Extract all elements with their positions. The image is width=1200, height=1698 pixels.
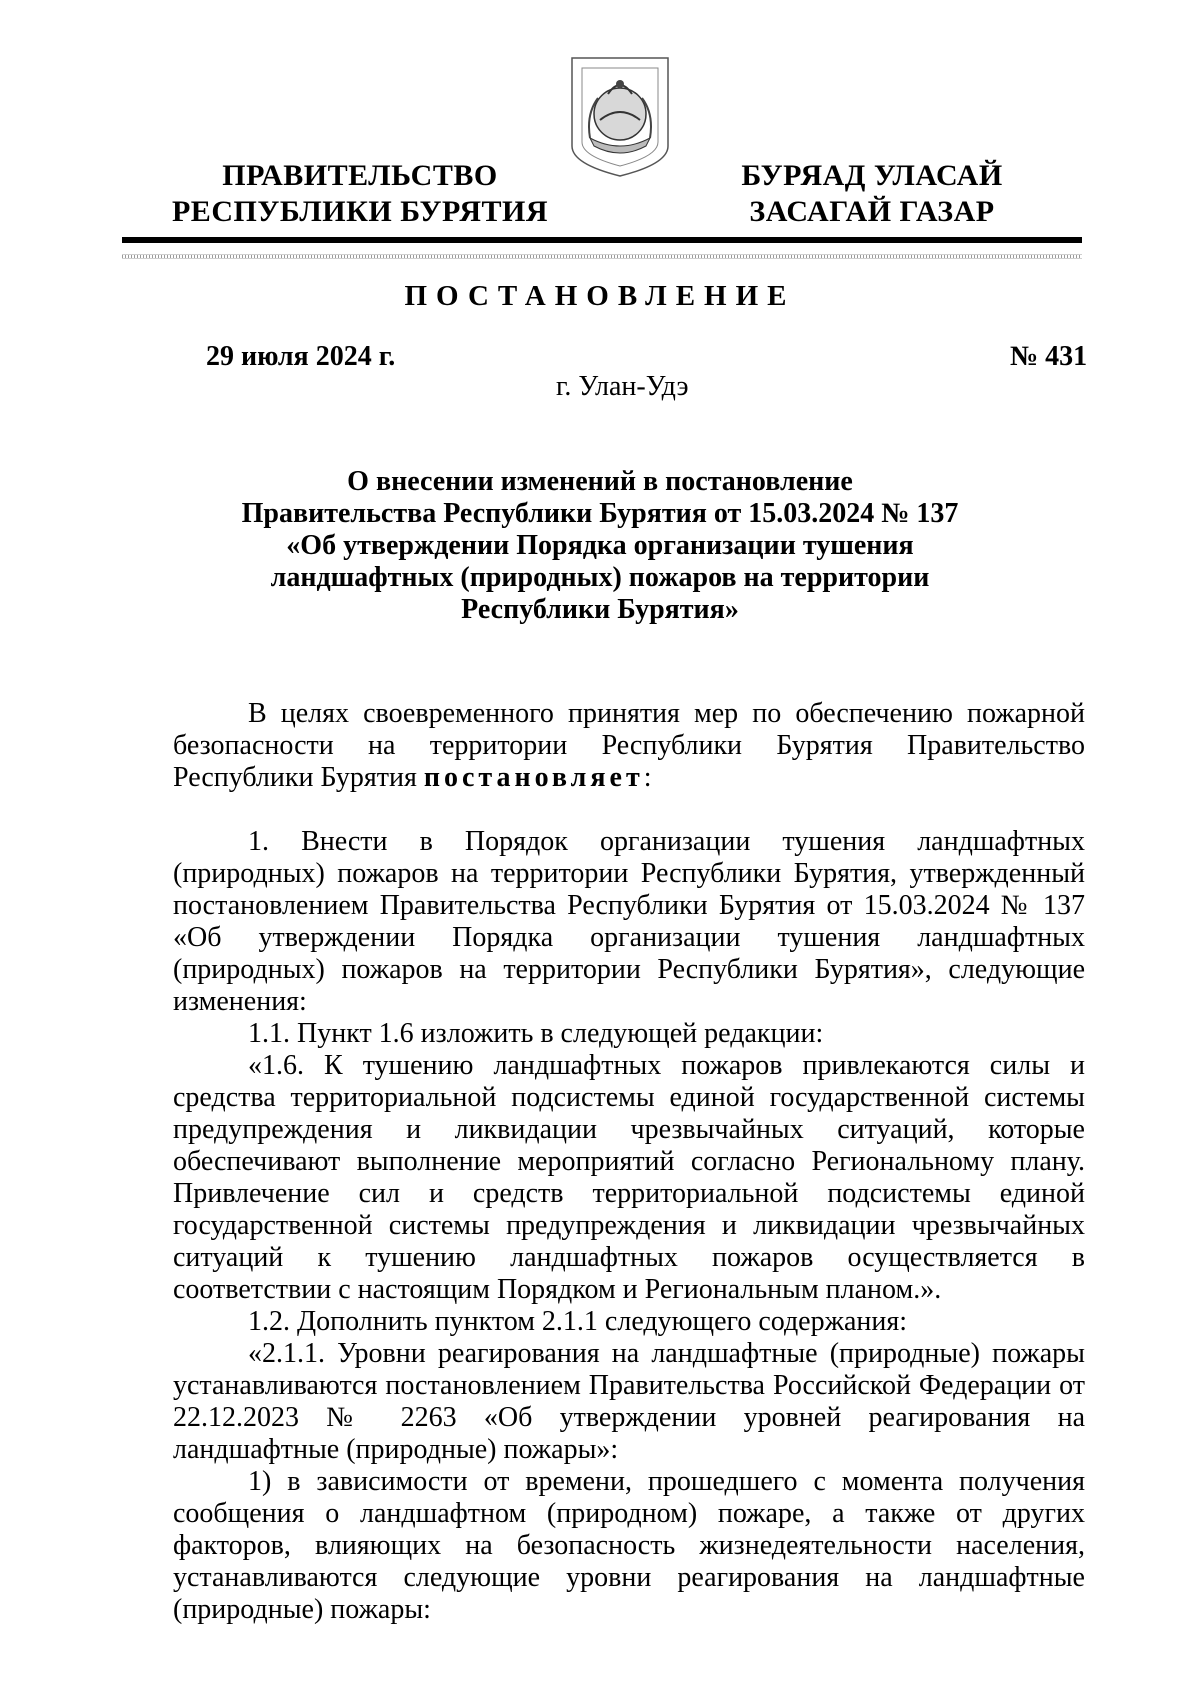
document-title — [130, 466, 1070, 626]
list-item-1: 1) в зависимости от времени, прошедшего с момента получения сообщения о ландшафтном (природном) пожаре, а также от других факторов, влияющих на безопасность жизнедеятельности населения, устанавливаются следующие уровни реагирования на ландшафтные (природные) пожары: — [173, 1466, 1085, 1625]
paragraph-1-1: 1.1. Пункт 1.6 изложить в следующей редакции: — [248, 1018, 824, 1049]
document-body — [173, 698, 1085, 1626]
header-divider-dotted — [122, 254, 1082, 259]
preamble-text: В целях своевременного принятия мер по обеспечению пожарной безопасности на территории Республики Бурятия Правительство Республики Бурятия — [173, 698, 1085, 793]
header-divider-thick — [122, 237, 1082, 243]
preamble-paragraph — [173, 698, 1085, 794]
org-line: БУРЯАД УЛАСАЙ — [741, 159, 1003, 192]
paragraph-1-2: 1.2. Дополнить пунктом 2.1.1 следующего содержания: — [248, 1306, 908, 1337]
title-line: Правительства Республики Бурятия от 15.03.2024 № 137 — [241, 498, 959, 529]
decree-word: постановляет — [423, 762, 644, 793]
coat-of-arms-icon — [568, 54, 672, 178]
document-date: 29 июля 2024 г. — [206, 341, 396, 372]
title-line: ландшафтных (природных) пожаров на территории — [270, 562, 930, 593]
preamble-end: : — [643, 762, 652, 793]
paragraph-1-6-quote: «1.6. К тушению ландшафтных пожаров привлекаются силы и средства территориальной подсистемы единой государственной системы предупреждения и ликвидации чрезвычайных ситуаций, которые обеспечивают выполнение мероприятий согласно Региональному плану. Привлечение сил и средств территориальной подсистемы единой государственной системы предупреждения и ликвидации чрезвычайных ситуаций к тушению ландшафтных пожаров осуществляется в соответствии с настоящим Порядком и Региональным планом.». — [173, 1050, 1085, 1305]
government-name-russian — [170, 158, 550, 230]
org-line: ЗАСАГАЙ ГАЗАР — [749, 195, 995, 228]
paragraph-spacer — [173, 794, 1085, 826]
government-name-buryat — [712, 158, 1032, 230]
title-line: О внесении изменений в постановление — [347, 466, 853, 497]
document-type: ПОСТАНОВЛЕНИЕ — [404, 280, 796, 312]
title-line: Республики Бурятия» — [461, 594, 739, 625]
document-city: г. Улан-Удэ — [556, 371, 689, 402]
org-line: ПРАВИТЕЛЬСТВО — [222, 159, 498, 192]
org-line: РЕСПУБЛИКИ БУРЯТИЯ — [171, 195, 549, 228]
paragraph-1: 1. Внести в Порядок организации тушения ландшафтных (природных) пожаров на территории Республики Бурятия, утвержденный постановлением Правительства Республики Бурятия от 15.03.2024 № 137 «Об утверждении Порядка организации тушения ландшафтных (природных) пожаров на территории Республики Бурятия», следующие изменения: — [173, 826, 1085, 1017]
title-line: «Об утверждении Порядка организации тушения — [286, 530, 914, 561]
document-number: № 431 — [1010, 341, 1088, 372]
paragraph-2-1-1-quote: «2.1.1. Уровни реагирования на ландшафтные (природные) пожары устанавливаются постановлением Правительства Российской Федерации от 22.12.2023 № 2263 «Об утверждении уровней реагирования на ландшафтные (природные) пожары»: — [173, 1338, 1085, 1465]
